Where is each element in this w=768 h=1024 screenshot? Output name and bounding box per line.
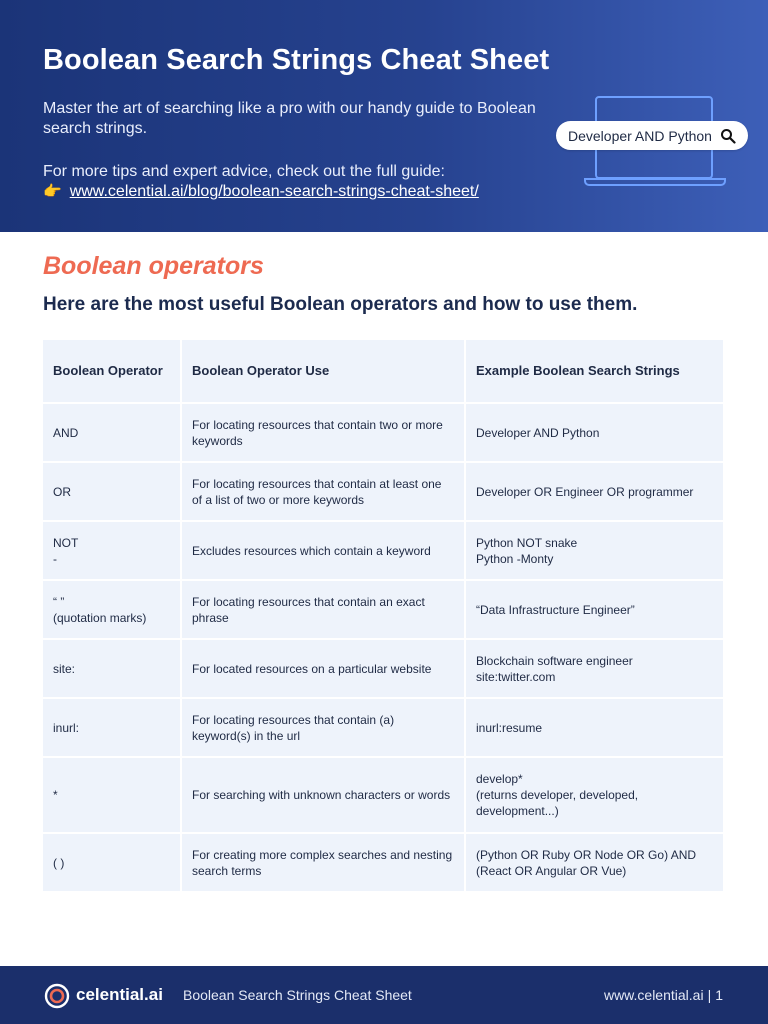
header-use: Boolean Operator Use — [182, 340, 464, 402]
table-row — [43, 640, 723, 697]
laptop-base — [584, 178, 726, 186]
operator-cell: OR — [43, 463, 180, 520]
page-number: 1 — [715, 987, 723, 1003]
tips-text: For more tips and expert advice, check out the full guide: — [43, 163, 445, 180]
use-cell: For locating resources that contain an exact phrase — [182, 581, 464, 638]
operators-table — [41, 338, 725, 893]
example-cell: Python NOT snake Python -Monty — [466, 522, 723, 579]
footer-right — [604, 987, 723, 1003]
guide-link[interactable]: www.celential.ai/blog/boolean-search-strings-cheat-sheet/ — [69, 183, 479, 200]
use-cell: For locating resources that contain at least one of a list of two or more keywords — [182, 463, 464, 520]
example-cell: (Python OR Ruby OR Node OR Go) AND (React OR Angular OR Vue) — [466, 834, 723, 891]
operator-cell: NOT - — [43, 522, 180, 579]
use-cell: Excludes resources which contain a keyword — [182, 522, 464, 579]
search-icon — [720, 128, 736, 144]
header-operator: Boolean Operator — [43, 340, 180, 402]
operator-cell: “ ” (quotation marks) — [43, 581, 180, 638]
example-cell: develop* (returns developer, developed, development...) — [466, 758, 723, 832]
search-example-pill — [556, 121, 748, 150]
footer-bar — [0, 966, 768, 1024]
example-cell: Blockchain software engineer site:twitter.com — [466, 640, 723, 697]
footer-brand: celential.ai — [76, 985, 163, 1004]
table-header-row — [43, 340, 723, 402]
guide-link-row — [43, 183, 479, 201]
page-title: Boolean Search Strings Cheat Sheet — [43, 44, 550, 76]
pointing-hand-icon: 👉 — [43, 183, 62, 200]
table-row — [43, 699, 723, 756]
operator-cell: AND — [43, 404, 180, 461]
header-banner — [0, 0, 768, 232]
footer-site: www.celential.ai — [603, 987, 704, 1003]
use-cell: For creating more complex searches and nesting search terms — [182, 834, 464, 891]
table-row — [43, 758, 723, 832]
search-example-text: Developer AND Python — [568, 127, 712, 144]
table-row — [43, 404, 723, 461]
use-cell: For located resources on a particular website — [182, 640, 464, 697]
operator-cell: * — [43, 758, 180, 832]
header-example: Example Boolean Search Strings — [466, 340, 723, 402]
example-cell: “Data Infrastructure Engineer” — [466, 581, 723, 638]
table-row — [43, 522, 723, 579]
footer-doc-title: Boolean Search Strings Cheat Sheet — [183, 987, 412, 1003]
table-row — [43, 581, 723, 638]
footer-separator: | — [707, 987, 712, 1003]
table-row — [43, 834, 723, 891]
example-cell: Developer OR Engineer OR programmer — [466, 463, 723, 520]
use-cell: For searching with unknown characters or words — [182, 758, 464, 832]
intro-text: Master the art of searching like a pro with our handy guide to Boolean search strings. — [43, 100, 536, 137]
section-subtitle: Here are the most useful Boolean operators and how to use them. — [43, 294, 638, 315]
use-cell: For locating resources that contain two or more keywords — [182, 404, 464, 461]
section-title: Boolean operators — [43, 252, 264, 280]
example-cell: Developer AND Python — [466, 404, 723, 461]
table-row — [43, 463, 723, 520]
operator-cell: inurl: — [43, 699, 180, 756]
operator-cell: ( ) — [43, 834, 180, 891]
celential-logo-icon — [44, 983, 70, 1009]
operator-cell: site: — [43, 640, 180, 697]
use-cell: For locating resources that contain (a) keyword(s) in the url — [182, 699, 464, 756]
example-cell: inurl:resume — [466, 699, 723, 756]
